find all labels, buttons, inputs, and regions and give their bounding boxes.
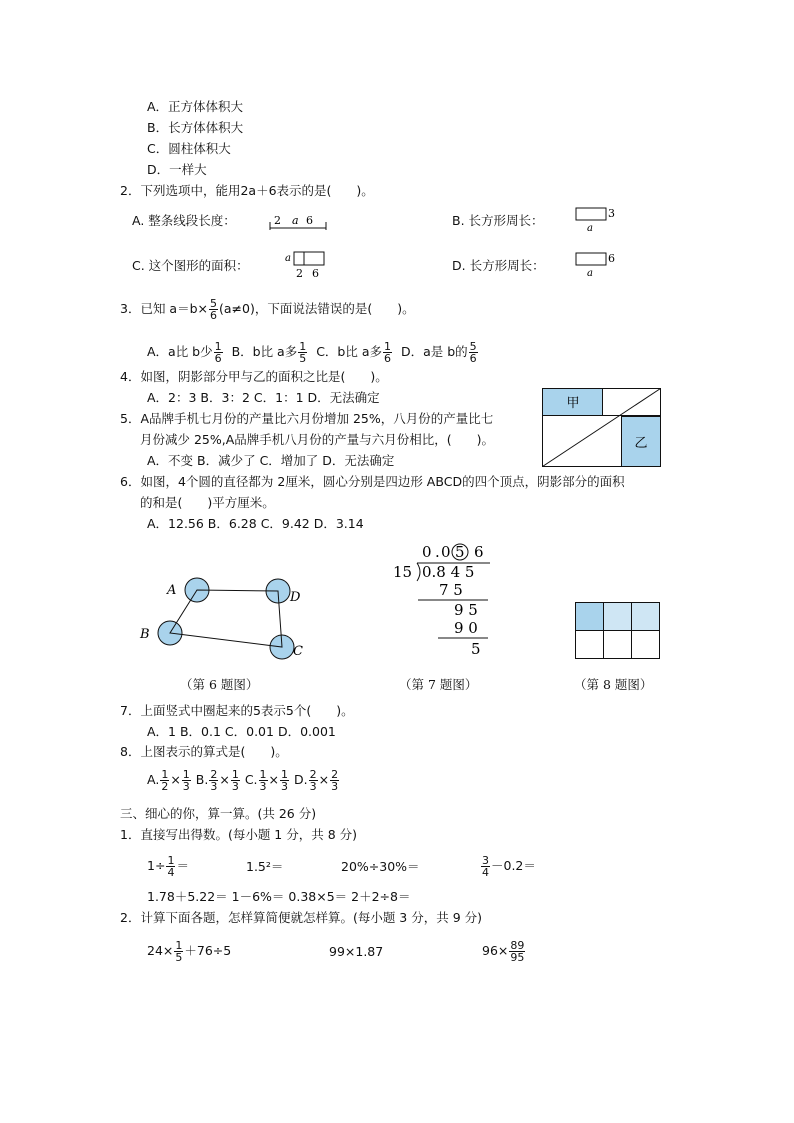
q2-option-c: C. 这个图形的面积： xyxy=(132,258,249,273)
area-figure xyxy=(283,249,329,279)
q2-option-a: A. 整条线段长度： xyxy=(132,213,236,228)
option-b: B．长方体体积大 xyxy=(147,120,244,135)
question-6-options: A．12.56 B．6.28 C．9.42 D．3.14 xyxy=(147,516,364,531)
segment-label-2: a xyxy=(292,214,299,227)
q8-figure xyxy=(574,601,664,661)
question-3-stem: 3．已知 a＝b× $\frac{5}{6}$ (a≠0)，下面说法错误的是( )。 xyxy=(120,297,415,322)
question-6-line1: 6．如图，4个圆的直径都为 2厘米，圆心分别是四边形 ABCD的四个顶点，阴影部分的面积 xyxy=(120,474,625,489)
calc-1-c: 20%÷30%＝ xyxy=(341,859,420,874)
question-8-options: A. $\frac{1}{2}$ × $\frac{1}{3}$ B. $\frac{2}{3}$ × $\frac{1}{3}$ C. $\frac{1}{3}$ × $\frac{1}{3}$ D. $\frac{2}{3}$ × $\frac{2}{3}$ xyxy=(147,768,339,793)
calc-1-d: $\frac{3}{4}$ －0.2＝ xyxy=(482,854,536,879)
question-7-stem: 7．上面竖式中圈起来的5表示5个( )。 xyxy=(120,703,354,718)
area-label-2: 2 xyxy=(296,267,303,279)
sub-2: 9 0 xyxy=(454,619,478,637)
q2-option-b: B. 长方形周长： xyxy=(452,213,544,228)
calc-1-row2: 1.78＋5.22＝ 1－6%＝ 0.38×5＝ 2＋2÷8＝ xyxy=(147,889,411,904)
area-label-a: a xyxy=(285,253,291,264)
division-figure xyxy=(390,540,500,660)
point-c: C xyxy=(293,644,303,659)
calc-2-c: 96× $\frac{89}{95}$ xyxy=(482,939,525,964)
rect-b-var: a xyxy=(587,223,593,232)
rect-b-side: 3 xyxy=(608,207,615,220)
label-yi: 乙 xyxy=(634,436,648,451)
question-4-options: A．2：3 B．3：2 C．1：1 D．无法确定 xyxy=(147,390,380,405)
segment-label-3: 6 xyxy=(306,214,313,227)
question-5-line1: 5．A品牌手机七月份的产量比六月份增加 25%，八月份的产量比七 xyxy=(120,411,494,426)
segment-label-1: 2 xyxy=(274,214,281,227)
quot-circled: 5 xyxy=(455,543,465,561)
question-3-options: A．a比 b少 $\frac{1}{6}$ B．b比 a多 $\frac{1}{5}$ C．b比 a多 $\frac{1}{6}$ D．a是 b的 $\frac{5}{6}$ xyxy=(147,340,477,365)
caption-fig-7: （第 7 题图） xyxy=(399,677,478,692)
question-6-line2: 的和是( )平方厘米。 xyxy=(140,495,275,510)
calc-1-b: 1.5²＝ xyxy=(246,859,284,874)
sub-1: 7 5 xyxy=(439,581,463,599)
caption-fig-8: （第 8 题图） xyxy=(574,677,653,692)
section-3-heading: 三、细心的你，算一算。(共 26 分) xyxy=(120,806,317,821)
calc-1-a: 1÷ $\frac{1}{4}$ ＝ xyxy=(147,854,189,879)
question-4-stem: 4．如图，阴影部分甲与乙的面积之比是( )。 xyxy=(120,369,388,384)
quot-0: 0 xyxy=(422,543,432,561)
dividend: 0.8 4 5 xyxy=(422,563,475,581)
q6-figure xyxy=(135,568,315,668)
q2-option-d: D. 长方形周长： xyxy=(452,258,545,273)
question-5-options: A．不变 B．减少了 C．增加了 D．无法确定 xyxy=(147,453,395,468)
rem-1: 9 5 xyxy=(454,601,478,619)
rectangle-figure-b xyxy=(574,204,616,232)
quot-1: 0 xyxy=(441,543,451,561)
divisor: 15 xyxy=(393,563,413,581)
option-c: C．圆柱体积大 xyxy=(147,141,231,156)
point-b: B xyxy=(140,627,150,642)
area-label-6: 6 xyxy=(312,267,319,279)
calc-2-a: 24× $\frac{1}{5}$ ＋76÷5 xyxy=(147,939,232,964)
q4-figure xyxy=(541,387,663,469)
question-8-stem: 8．上图表示的算式是( )。 xyxy=(120,744,288,759)
label-jia: 甲 xyxy=(566,396,580,411)
rect-d-side: 6 xyxy=(608,252,615,265)
quot-last: 6 xyxy=(474,543,484,561)
rect-d-var: a xyxy=(587,268,593,277)
caption-fig-6: （第 6 题图） xyxy=(180,677,259,692)
option-a: A．正方体体积大 xyxy=(147,99,244,114)
quot-dot: . xyxy=(435,543,440,561)
question-5-line2: 月份减少 25%,A品牌手机八月份的产量与六月份相比，( )。 xyxy=(140,432,495,447)
question-2-stem: 2．下列选项中，能用2a＋6表示的是( )。 xyxy=(120,183,374,198)
option-d: D．一样大 xyxy=(147,162,207,177)
point-a: A xyxy=(167,583,177,598)
question-7-options: A．1 B．0.1 C．0.01 D．0.001 xyxy=(147,724,336,739)
calc-2-stem: 2．计算下面各题，怎样算简便就怎样算。(每小题 3 分，共 9 分) xyxy=(120,910,483,925)
point-d: D xyxy=(290,590,301,605)
rectangle-figure-d xyxy=(574,249,616,277)
rem-2: 5 xyxy=(471,640,481,658)
segment-figure xyxy=(268,210,330,232)
calc-2-b: 99×1.87 xyxy=(329,944,384,959)
calc-1-stem: 1．直接写出得数。(每小题 1 分，共 8 分) xyxy=(120,827,358,842)
